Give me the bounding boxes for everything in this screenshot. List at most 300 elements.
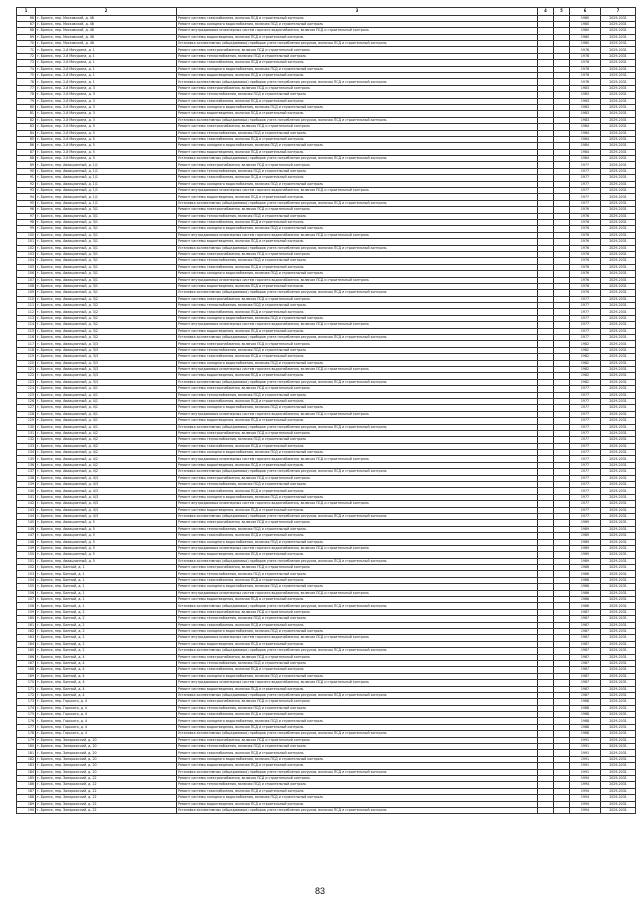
address-cell: г. Брянск, пер. 2-й Мичурина, д. 3 <box>36 117 177 123</box>
address-cell: г. Брянск, пер. Авиационный, д. 3/1 <box>36 232 177 238</box>
row-number: 157 <box>17 597 36 603</box>
row-number: 125 <box>17 392 36 398</box>
row-number: 111 <box>17 303 36 309</box>
period-cell: 2029-2031 <box>601 53 636 59</box>
work-type-cell: Ремонт системы газоснабжения, включая ПСД и строительный контроль <box>177 98 538 104</box>
period-cell: 2029-2031 <box>601 398 636 404</box>
year-built-cell: 1978 <box>570 79 601 85</box>
work-type-cell: Ремонт внутридомовых инженерных систем горячего водоснабжения, включая ПСД и строительный контроль <box>177 680 538 686</box>
year-built-cell: 1978 <box>570 47 601 53</box>
year-built-cell: 1977 <box>570 462 601 468</box>
row-number: 124 <box>17 386 36 392</box>
address-cell: г. Брянск, пер. Авиационный, д. 1/1 <box>36 175 177 181</box>
address-cell: г. Брянск, пер. Авиационный, д. 4/2 <box>36 462 177 468</box>
period-cell: 2029-2031 <box>601 34 636 40</box>
period-cell: 2029-2031 <box>601 795 636 801</box>
row-number: 97 <box>17 213 36 219</box>
work-type-cell: Ремонт системы электроснабжения, включая ПСД и строительный контроль <box>177 341 538 347</box>
address-cell: г. Брянск, пер. 2-й Мичурина, д. 1 <box>36 66 177 72</box>
year-built-cell: 1984 <box>570 136 601 142</box>
period-cell: 2029-2031 <box>601 430 636 436</box>
table-row <box>17 807 636 813</box>
address-cell: г. Брянск, пер. Авиационный, д. 3/1 <box>36 220 177 226</box>
work-type-cell: Ремонт системы холодного водоснабжения, включая ПСД и строительный контроль <box>177 629 538 635</box>
period-cell: 2029-2031 <box>601 788 636 794</box>
address-cell: г. Брянск, пер. Банный, д. 1 <box>36 571 177 577</box>
period-cell: 2029-2031 <box>601 673 636 679</box>
year-built-cell: 1991 <box>570 737 601 743</box>
row-number: 99 <box>17 226 36 232</box>
work-type-cell: Ремонт системы электроснабжения, включая ПСД и строительный контроль <box>177 775 538 781</box>
row-number: 165 <box>17 648 36 654</box>
period-cell: 2029-2031 <box>601 718 636 724</box>
row-number: 152 <box>17 565 36 571</box>
row-number: 67 <box>17 21 36 27</box>
row-number: 78 <box>17 92 36 98</box>
work-type-cell: Ремонт системы водоотведения, включая ПСД и строительный контроль <box>177 801 538 807</box>
row-number: 156 <box>17 590 36 596</box>
col-4-cell <box>538 807 554 813</box>
row-number: 171 <box>17 686 36 692</box>
work-type-cell: Ремонт системы теплоснабжения, включая ПСД и строительный контроль <box>177 782 538 788</box>
address-cell: г. Брянск, пер. Авиационный, д. 3/1 <box>36 271 177 277</box>
row-number: 94 <box>17 194 36 200</box>
period-cell: 2029-2031 <box>601 188 636 194</box>
period-cell: 2029-2031 <box>601 507 636 513</box>
address-cell: г. Брянск, пер. 2-й Мичурина, д. 5 <box>36 143 177 149</box>
work-type-cell: Ремонт системы теплоснабжения, включая ПСД и строительный контроль <box>177 571 538 577</box>
work-type-cell: Установка коллективных (общедомовых) приборов учета потребления ресурсов, включая ПСД и строительный контроль <box>177 558 538 564</box>
year-built-cell: 1991 <box>570 769 601 775</box>
work-type-cell: Ремонт системы газоснабжения, включая ПСД и строительный контроль <box>177 712 538 718</box>
period-cell: 2029-2031 <box>601 341 636 347</box>
work-type-cell: Ремонт системы водоотведения, включая ПСД и строительный контроль <box>177 373 538 379</box>
work-type-cell: Ремонт системы водоотведения, включая ПСД и строительный контроль <box>177 149 538 155</box>
address-cell: г. Брянск, пер. Запорожский, д. 22 <box>36 788 177 794</box>
row-number: 82 <box>17 117 36 123</box>
work-type-cell: Ремонт системы холодного водоснабжения, включая ПСД и строительный контроль <box>177 795 538 801</box>
period-cell: 2029-2031 <box>601 335 636 341</box>
row-number: 69 <box>17 34 36 40</box>
address-cell: г. Брянск, пер. Горького, д. 4 <box>36 724 177 730</box>
period-cell: 2029-2031 <box>601 111 636 117</box>
work-type-cell: Ремонт внутридомовых инженерных систем горячего водоснабжения, включая ПСД и строительный контроль <box>177 232 538 238</box>
work-type-cell: Ремонт системы электроснабжения, включая ПСД и строительный контроль <box>177 475 538 481</box>
row-number: 180 <box>17 744 36 750</box>
work-type-cell: Ремонт системы газоснабжения, включая ПСД и строительный контроль <box>177 309 538 315</box>
period-cell: 2029-2031 <box>601 149 636 155</box>
address-cell: г. Брянск, пер. 2-й Мичурина, д. 3 <box>36 85 177 91</box>
year-built-cell: 1987 <box>570 635 601 641</box>
address-cell: г. Брянск, пер. Запорожский, д. 20 <box>36 750 177 756</box>
work-type-cell: Ремонт системы холодного водоснабжения, включая ПСД и строительный контроль <box>177 104 538 110</box>
work-type-cell: Ремонт системы водоотведения, включая ПСД и строительный контроль <box>177 418 538 424</box>
row-number: 147 <box>17 533 36 539</box>
header-col-4: 4 <box>538 8 554 16</box>
address-cell: г. Брянск, пер. Московский, д. 48 <box>36 28 177 34</box>
period-cell: 2029-2031 <box>601 226 636 232</box>
work-type-cell: Ремонт системы электроснабжения, включая ПСД и строительный контроль <box>177 565 538 571</box>
work-type-cell: Установка коллективных (общедомовых) приборов учета потребления ресурсов, включая ПСД и строительный контроль <box>177 469 538 475</box>
row-number: 96 <box>17 207 36 213</box>
period-cell: 2029-2031 <box>601 251 636 257</box>
work-type-cell: Ремонт системы электроснабжения, включая ПСД и строительный контроль <box>177 162 538 168</box>
period-cell: 2029-2031 <box>601 392 636 398</box>
address-cell: г. Брянск, пер. Запорожский, д. 22 <box>36 775 177 781</box>
year-built-cell: 1991 <box>570 750 601 756</box>
period-cell: 2029-2031 <box>601 73 636 79</box>
address-cell: г. Брянск, пер. Авиационный, д. 4/3 <box>36 482 177 488</box>
period-cell: 2029-2031 <box>601 520 636 526</box>
row-number: 174 <box>17 705 36 711</box>
row-number: 161 <box>17 622 36 628</box>
year-built-cell: 1976 <box>570 220 601 226</box>
work-type-cell: Ремонт системы водоотведения, включая ПСД и строительный контроль <box>177 597 538 603</box>
year-built-cell: 1987 <box>570 622 601 628</box>
work-type-cell: Ремонт внутридомовых инженерных систем горячего водоснабжения, включая ПСД и строительный контроль <box>177 28 538 34</box>
period-cell: 2029-2031 <box>601 475 636 481</box>
work-type-cell: Ремонт системы электроснабжения, включая ПСД и строительный контроль <box>177 520 538 526</box>
row-number: 136 <box>17 462 36 468</box>
year-built-cell: 1977 <box>570 162 601 168</box>
year-built-cell: 1994 <box>570 782 601 788</box>
row-number: 74 <box>17 66 36 72</box>
address-cell: г. Брянск, пер. Авиационный, д. 5 <box>36 520 177 526</box>
year-built-cell: 1976 <box>570 283 601 289</box>
work-type-cell: Ремонт системы водоотведения, включая ПСД и строительный контроль <box>177 194 538 200</box>
address-cell: г. Брянск, пер. Авиационный, д. 3/3 <box>36 360 177 366</box>
year-built-cell: 1977 <box>570 315 601 321</box>
work-type-cell: Ремонт системы газоснабжения, включая ПСД и строительный контроль <box>177 488 538 494</box>
row-number: 132 <box>17 437 36 443</box>
address-cell: г. Брянск, пер. 2-й Мичурина, д. 5 <box>36 149 177 155</box>
header-col-5: 5 <box>554 8 570 16</box>
year-built-cell: 1983 <box>570 117 601 123</box>
address-cell: г. Брянск, пер. Авиационный, д. 1/1 <box>36 162 177 168</box>
period-cell: 2029-2031 <box>601 686 636 692</box>
work-type-cell: Установка коллективных (общедомовых) приборов учета потребления ресурсов, включая ПСД и строительный контроль <box>177 335 538 341</box>
row-number: 114 <box>17 322 36 328</box>
year-built-cell: 1987 <box>570 629 601 635</box>
address-cell: г. Брянск, пер. Запорожский, д. 22 <box>36 782 177 788</box>
row-number: 91 <box>17 175 36 181</box>
address-cell: г. Брянск, пер. Авиационный, д. 4/2 <box>36 437 177 443</box>
work-type-cell: Ремонт системы водоотведения, включая ПСД и строительный контроль <box>177 73 538 79</box>
row-number: 118 <box>17 347 36 353</box>
row-number: 127 <box>17 405 36 411</box>
period-cell: 2029-2031 <box>601 264 636 270</box>
period-cell: 2029-2031 <box>601 609 636 615</box>
year-built-cell: 1994 <box>570 807 601 813</box>
address-cell: г. Брянск, пер. Авиационный, д. 4/3 <box>36 494 177 500</box>
work-type-cell: Ремонт системы газоснабжения, включая ПСД и строительный контроль <box>177 220 538 226</box>
year-built-cell: 1989 <box>570 558 601 564</box>
address-cell: г. Брянск, пер. Авиационный, д. 4/2 <box>36 450 177 456</box>
period-cell: 2029-2031 <box>601 775 636 781</box>
header-col-7: 7 <box>601 8 636 16</box>
address-cell: г. Брянск, пер. 2-й Мичурина, д. 1 <box>36 47 177 53</box>
work-type-cell: Установка коллективных (общедомовых) приборов учета потребления ресурсов, включая ПСД и строительный контроль <box>177 424 538 430</box>
address-cell: г. Брянск, пер. Горького, д. 4 <box>36 718 177 724</box>
row-number: 172 <box>17 692 36 698</box>
work-type-cell: Ремонт системы водоотведения, включая ПСД и строительный контроль <box>177 507 538 513</box>
row-number: 154 <box>17 577 36 583</box>
period-cell: 2029-2031 <box>601 175 636 181</box>
period-cell: 2029-2031 <box>601 21 636 27</box>
work-type-cell: Ремонт системы теплоснабжения, включая ПСД и строительный контроль <box>177 53 538 59</box>
period-cell: 2029-2031 <box>601 283 636 289</box>
work-type-cell: Ремонт системы холодного водоснабжения, включая ПСД и строительный контроль <box>177 271 538 277</box>
year-built-cell: 1977 <box>570 168 601 174</box>
year-built-cell: 1978 <box>570 53 601 59</box>
work-type-cell: Ремонт системы электроснабжения, включая ПСД и строительный контроль <box>177 609 538 615</box>
row-number: 179 <box>17 737 36 743</box>
row-number: 117 <box>17 341 36 347</box>
work-type-cell: Ремонт внутридомовых инженерных систем горячего водоснабжения, включая ПСД и строительный контроль <box>177 635 538 641</box>
period-cell: 2029-2031 <box>601 807 636 813</box>
year-built-cell: 1988 <box>570 731 601 737</box>
year-built-cell: 1977 <box>570 322 601 328</box>
row-number: 167 <box>17 660 36 666</box>
address-cell: г. Брянск, пер. Авиационный, д. 3/2 <box>36 322 177 328</box>
work-type-cell: Ремонт системы теплоснабжения, включая ПСД и строительный контроль <box>177 347 538 353</box>
period-cell: 2029-2031 <box>601 488 636 494</box>
period-cell: 2029-2031 <box>601 769 636 775</box>
period-cell: 2029-2031 <box>601 277 636 283</box>
work-type-cell: Ремонт системы холодного водоснабжения, включая ПСД и строительный контроль <box>177 584 538 590</box>
year-built-cell: 1977 <box>570 424 601 430</box>
period-cell: 2029-2031 <box>601 737 636 743</box>
row-number: 143 <box>17 507 36 513</box>
year-built-cell: 1977 <box>570 188 601 194</box>
work-type-cell: Ремонт системы газоснабжения, включая ПСД и строительный контроль <box>177 622 538 628</box>
row-number: 142 <box>17 501 36 507</box>
period-cell: 2029-2031 <box>601 667 636 673</box>
address-cell: г. Брянск, пер. Авиационный, д. 4/3 <box>36 501 177 507</box>
address-cell: г. Брянск, пер. Авиационный, д. 3/1 <box>36 283 177 289</box>
period-cell: 2029-2031 <box>601 450 636 456</box>
period-cell: 2029-2031 <box>601 117 636 123</box>
work-type-cell: Ремонт системы теплоснабжения, включая ПСД и строительный контроль <box>177 705 538 711</box>
address-cell: г. Брянск, пер. Запорожский, д. 20 <box>36 737 177 743</box>
work-type-cell: Ремонт системы электроснабжения, включая ПСД и строительный контроль <box>177 296 538 302</box>
address-cell: г. Брянск, пер. 2-й Мичурина, д. 5 <box>36 130 177 136</box>
address-cell: г. Брянск, пер. Авиационный, д. 4/3 <box>36 488 177 494</box>
period-cell: 2029-2031 <box>601 443 636 449</box>
period-cell: 2029-2031 <box>601 603 636 609</box>
year-built-cell: 1983 <box>570 111 601 117</box>
row-number: 90 <box>17 168 36 174</box>
address-cell: г. Брянск, пер. Банный, д. 4 <box>36 667 177 673</box>
period-cell: 2029-2031 <box>601 654 636 660</box>
address-cell: г. Брянск, пер. Банный, д. 4 <box>36 660 177 666</box>
address-cell: г. Брянск, пер. Авиационный, д. 3/3 <box>36 379 177 385</box>
row-number: 76 <box>17 79 36 85</box>
year-built-cell: 1977 <box>570 488 601 494</box>
work-type-cell: Ремонт системы газоснабжения, включая ПСД и строительный контроль <box>177 533 538 539</box>
period-cell: 2029-2031 <box>601 386 636 392</box>
period-cell: 2029-2031 <box>601 60 636 66</box>
year-built-cell: 1976 <box>570 213 601 219</box>
period-cell: 2029-2031 <box>601 418 636 424</box>
year-built-cell: 1987 <box>570 616 601 622</box>
period-cell: 2029-2031 <box>601 85 636 91</box>
work-type-cell: Ремонт системы газоснабжения, включая ПСД и строительный контроль <box>177 175 538 181</box>
year-built-cell: 1977 <box>570 200 601 206</box>
period-cell: 2029-2031 <box>601 207 636 213</box>
year-built-cell: 1977 <box>570 296 601 302</box>
row-number: 106 <box>17 271 36 277</box>
year-built-cell: 1977 <box>570 411 601 417</box>
period-cell: 2029-2031 <box>601 584 636 590</box>
address-cell: г. Брянск, пер. Авиационный, д. 3/2 <box>36 315 177 321</box>
year-built-cell: 1977 <box>570 392 601 398</box>
address-cell: г. Брянск, пер. Авиационный, д. 3/3 <box>36 354 177 360</box>
year-built-cell: 1977 <box>570 328 601 334</box>
work-type-cell: Ремонт внутридомовых инженерных систем горячего водоснабжения, включая ПСД и строительный контроль <box>177 545 538 551</box>
row-number: 149 <box>17 545 36 551</box>
year-built-cell: 1987 <box>570 648 601 654</box>
address-cell: г. Брянск, пер. Авиационный, д. 4/2 <box>36 443 177 449</box>
address-cell: г. Брянск, пер. Авиационный, д. 1/1 <box>36 200 177 206</box>
work-type-cell: Установка коллективных (общедомовых) приборов учета потребления ресурсов, включая ПСД и строительный контроль <box>177 513 538 519</box>
work-type-cell: Ремонт системы теплоснабжения, включая ПСД и строительный контроль <box>177 213 538 219</box>
address-cell: г. Брянск, пер. Авиационный, д. 5 <box>36 526 177 532</box>
period-cell: 2029-2031 <box>601 501 636 507</box>
address-cell: г. Брянск, пер. Банный, д. 2 <box>36 641 177 647</box>
year-built-cell: 1977 <box>570 181 601 187</box>
period-cell: 2029-2031 <box>601 379 636 385</box>
row-number: 79 <box>17 98 36 104</box>
year-built-cell: 1977 <box>570 335 601 341</box>
row-number: 164 <box>17 641 36 647</box>
address-cell: г. Брянск, пер. 2-й Мичурина, д. 3 <box>36 98 177 104</box>
work-type-cell: Ремонт системы холодного водоснабжения, включая ПСД и строительный контроль <box>177 226 538 232</box>
period-cell: 2029-2031 <box>601 545 636 551</box>
table-body <box>17 15 636 814</box>
row-number: 70 <box>17 41 36 47</box>
address-cell: г. Брянск, пер. Банный, д. 2 <box>36 609 177 615</box>
row-number: 71 <box>17 47 36 53</box>
capital-repair-table <box>16 7 636 814</box>
work-type-cell: Ремонт внутридомовых инженерных систем горячего водоснабжения, включая ПСД и строительный контроль <box>177 188 538 194</box>
address-cell: г. Брянск, пер. Московский, д. 48 <box>36 34 177 40</box>
work-type-cell: Установка коллективных (общедомовых) приборов учета потребления ресурсов, включая ПСД и строительный контроль <box>177 731 538 737</box>
year-built-cell: 1978 <box>570 73 601 79</box>
work-type-cell: Ремонт системы холодного водоснабжения, включая ПСД и строительный контроль <box>177 66 538 72</box>
year-built-cell: 1988 <box>570 724 601 730</box>
period-cell: 2029-2031 <box>601 648 636 654</box>
period-cell: 2029-2031 <box>601 712 636 718</box>
row-number: 190 <box>17 807 36 813</box>
year-built-cell: 1980 <box>570 21 601 27</box>
year-built-cell: 1977 <box>570 175 601 181</box>
period-cell: 2029-2031 <box>601 290 636 296</box>
year-built-cell: 1986 <box>570 584 601 590</box>
period-cell: 2029-2031 <box>601 373 636 379</box>
year-built-cell: 1976 <box>570 239 601 245</box>
year-built-cell: 1987 <box>570 654 601 660</box>
row-number: 144 <box>17 513 36 519</box>
work-type-cell: Ремонт системы газоснабжения, включая ПСД и строительный контроль <box>177 788 538 794</box>
address-cell: г. Брянск, пер. Авиационный, д. 3/3 <box>36 347 177 353</box>
year-built-cell: 1989 <box>570 533 601 539</box>
row-number: 100 <box>17 232 36 238</box>
row-number: 130 <box>17 424 36 430</box>
work-type-cell: Ремонт системы теплоснабжения, включая ПСД и строительный контроль <box>177 437 538 443</box>
year-built-cell: 1987 <box>570 680 601 686</box>
year-built-cell: 1988 <box>570 712 601 718</box>
row-number: 151 <box>17 558 36 564</box>
address-cell: г. Брянск, пер. Авиационный, д. 4/1 <box>36 398 177 404</box>
address-cell: г. Брянск, пер. Запорожский, д. 22 <box>36 807 177 813</box>
row-number: 104 <box>17 258 36 264</box>
year-built-cell: 1989 <box>570 526 601 532</box>
work-type-cell: Ремонт системы холодного водоснабжения, включая ПСД и строительный контроль <box>177 494 538 500</box>
year-built-cell: 1980 <box>570 41 601 47</box>
address-cell: г. Брянск, пер. Горького, д. 4 <box>36 712 177 718</box>
row-number: 72 <box>17 53 36 59</box>
row-number: 119 <box>17 354 36 360</box>
row-number: 184 <box>17 769 36 775</box>
year-built-cell: 1976 <box>570 277 601 283</box>
year-built-cell: 1982 <box>570 360 601 366</box>
address-cell: г. Брянск, пер. Банный, д. 4 <box>36 673 177 679</box>
period-cell: 2029-2031 <box>601 360 636 366</box>
address-cell: г. Брянск, пер. Авиационный, д. 1/1 <box>36 181 177 187</box>
work-type-cell: Установка коллективных (общедомовых) приборов учета потребления ресурсов, включая ПСД и строительный контроль <box>177 41 538 47</box>
address-cell: г. Брянск, пер. Авиационный, д. 3/1 <box>36 245 177 251</box>
row-number: 93 <box>17 188 36 194</box>
address-cell: г. Брянск, пер. Авиационный, д. 5 <box>36 533 177 539</box>
row-number: 185 <box>17 775 36 781</box>
period-cell: 2029-2031 <box>601 258 636 264</box>
address-cell: г. Брянск, пер. Авиационный, д. 3/2 <box>36 296 177 302</box>
work-type-cell: Ремонт системы холодного водоснабжения, включая ПСД и строительный контроль <box>177 539 538 545</box>
address-cell: г. Брянск, пер. Авиационный, д. 3/1 <box>36 290 177 296</box>
work-type-cell: Ремонт системы холодного водоснабжения, включая ПСД и строительный контроль <box>177 315 538 321</box>
row-number: 101 <box>17 239 36 245</box>
work-type-cell: Установка коллективных (общедомовых) приборов учета потребления ресурсов, включая ПСД и строительный контроль <box>177 156 538 162</box>
address-cell: г. Брянск, пер. 2-й Мичурина, д. 1 <box>36 79 177 85</box>
work-type-cell: Ремонт системы электроснабжения, включая ПСД и строительный контроль <box>177 207 538 213</box>
year-built-cell: 1988 <box>570 718 601 724</box>
period-cell: 2029-2031 <box>601 494 636 500</box>
year-built-cell: 1977 <box>570 418 601 424</box>
year-built-cell: 1976 <box>570 258 601 264</box>
address-cell: г. Брянск, пер. Авиационный, д. 3/2 <box>36 335 177 341</box>
row-number: 115 <box>17 328 36 334</box>
year-built-cell: 1977 <box>570 507 601 513</box>
period-cell: 2029-2031 <box>601 92 636 98</box>
period-cell: 2029-2031 <box>601 558 636 564</box>
address-cell: г. Брянск, пер. 2-й Мичурина, д. 3 <box>36 104 177 110</box>
year-built-cell: 1986 <box>570 565 601 571</box>
period-cell: 2029-2031 <box>601 616 636 622</box>
year-built-cell: 1977 <box>570 309 601 315</box>
row-number: 87 <box>17 149 36 155</box>
year-built-cell: 1987 <box>570 609 601 615</box>
row-number: 73 <box>17 60 36 66</box>
address-cell: г. Брянск, пер. Авиационный, д. 4/2 <box>36 430 177 436</box>
period-cell: 2029-2031 <box>601 469 636 475</box>
year-built-cell: 1987 <box>570 660 601 666</box>
work-type-cell: Установка коллективных (общедомовых) приборов учета потребления ресурсов, включая ПСД и строительный контроль <box>177 807 538 813</box>
year-built-cell: 1976 <box>570 245 601 251</box>
year-built-cell: 1977 <box>570 437 601 443</box>
address-cell: г. Брянск, пер. Авиационный, д. 3/2 <box>36 328 177 334</box>
work-type-cell: Ремонт системы газоснабжения, включая ПСД и строительный контроль <box>177 60 538 66</box>
